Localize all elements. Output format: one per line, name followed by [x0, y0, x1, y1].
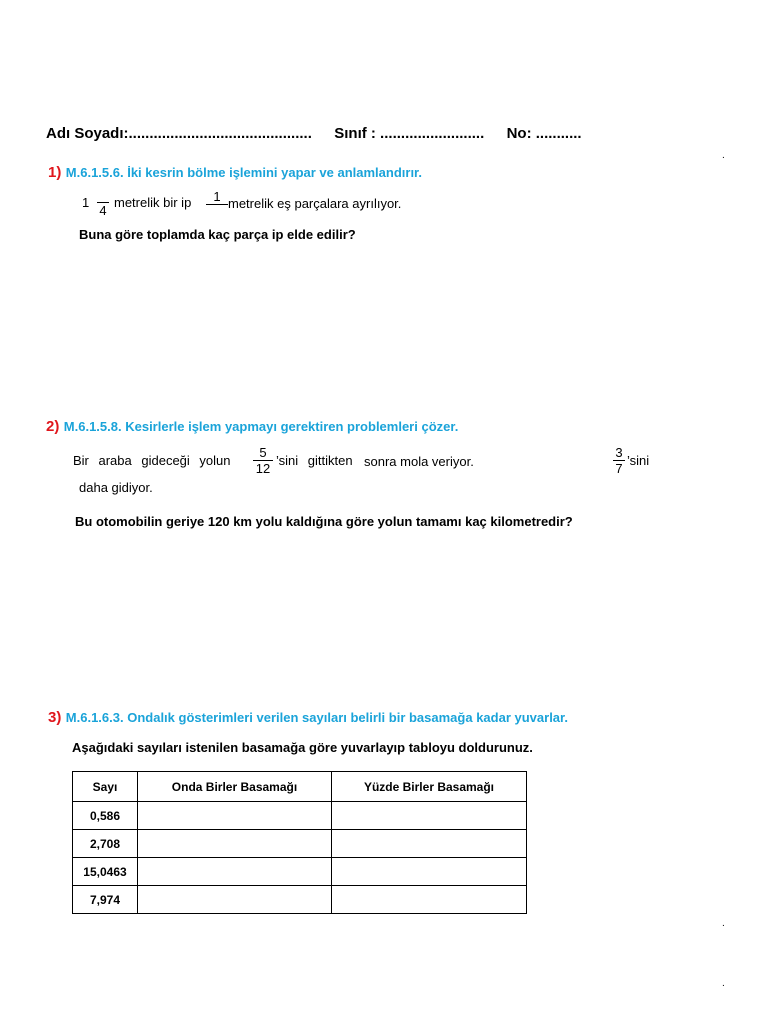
table-header-cell: Yüzde Birler Basamağı: [332, 772, 527, 802]
table-answer-cell[interactable]: [332, 858, 527, 886]
question-3-number: 3): [48, 709, 62, 726]
q2-text-part-c: sonra mola veriyor.: [364, 454, 474, 469]
fraction-bar: [206, 204, 228, 205]
table-answer-cell[interactable]: [138, 802, 332, 830]
table-header-cell: Sayı: [73, 772, 138, 802]
question-3-instruction: Aşağıdaki sayıları istenilen basamağa göre yuvarlayıp tabloyu doldurunuz.: [72, 740, 533, 755]
q2-text-part-d: ’sini: [627, 453, 650, 468]
q1-fraction-1: [97, 192, 109, 217]
name-field-label: Adı Soyadı:............................................: [46, 125, 312, 142]
q2-text-part-a: Bir araba gideceği yolun: [73, 453, 231, 468]
q2-fraction-2-numerator: 3: [615, 445, 623, 460]
q1-fraction-2-numerator: 1: [213, 189, 221, 204]
q2-text-part-e: daha gidiyor.: [79, 480, 153, 495]
q1-fraction-2: [206, 190, 228, 206]
question-2-heading: [46, 418, 458, 436]
table-number-cell: 2,708: [73, 830, 138, 858]
class-field-label: Sınıf : .........................: [334, 125, 485, 142]
question-1-text: Buna göre toplamda kaç parça ip elde edilir?: [79, 227, 356, 242]
q2-text-part-b: ’sini gittikten: [276, 453, 353, 468]
question-1-objective: M.6.1.5.6. İki kesrin bölme işlemini yapar ve anlamlandırır.: [65, 165, 423, 180]
question-2-number: 2): [46, 418, 60, 435]
q2-fraction-1-denominator: 12: [255, 461, 271, 476]
margin-dot: .: [722, 150, 725, 161]
table-number-cell: 15,0463: [73, 858, 138, 886]
table-header-cell: Onda Birler Basamağı: [138, 772, 332, 802]
table-row: [73, 802, 527, 830]
table-number-cell: 7,974: [73, 886, 138, 914]
number-field-label: No: ...........: [506, 125, 582, 142]
q1-whole-number: 1: [82, 195, 90, 210]
q2-fraction-2: [613, 446, 625, 475]
question-2-objective: M.6.1.5.8. Kesirlerle işlem yapmayı gerektiren problemleri çözer.: [63, 419, 459, 434]
margin-dot: .: [722, 918, 725, 929]
table-answer-cell[interactable]: [332, 802, 527, 830]
q1-text-part-1: metrelik bir ip: [114, 195, 192, 210]
margin-dot: .: [722, 978, 725, 989]
question-2-text: Bu otomobilin geriye 120 km yolu kaldığına göre yolun tamamı kaç kilometredir?: [75, 514, 573, 529]
q1-fraction-1-denominator: 4: [99, 203, 107, 218]
question-1-heading: [48, 164, 422, 182]
table-answer-cell[interactable]: [332, 830, 527, 858]
table-answer-cell[interactable]: [138, 858, 332, 886]
rounding-table: [72, 771, 527, 914]
table-row: [73, 858, 527, 886]
student-info-header: [46, 125, 582, 142]
question-3-heading: [48, 709, 568, 727]
table-number-cell: 0,586: [73, 802, 138, 830]
table-answer-cell[interactable]: [138, 830, 332, 858]
q1-text-part-2: metrelik eş parçalara ayrılıyor.: [228, 196, 402, 211]
table-row: [73, 830, 527, 858]
question-1-number: 1): [48, 164, 62, 181]
table-header-row: [73, 772, 527, 802]
q2-fraction-2-denominator: 7: [615, 461, 623, 476]
q2-fraction-1-numerator: 5: [259, 445, 267, 460]
question-3-objective: M.6.1.6.3. Ondalık gösterimleri verilen sayıları belirli bir basamağa kadar yuvarlar.: [65, 710, 568, 725]
q2-fraction-1: [253, 446, 273, 475]
table-answer-cell[interactable]: [332, 886, 527, 914]
table-row: [73, 886, 527, 914]
table-answer-cell[interactable]: [138, 886, 332, 914]
